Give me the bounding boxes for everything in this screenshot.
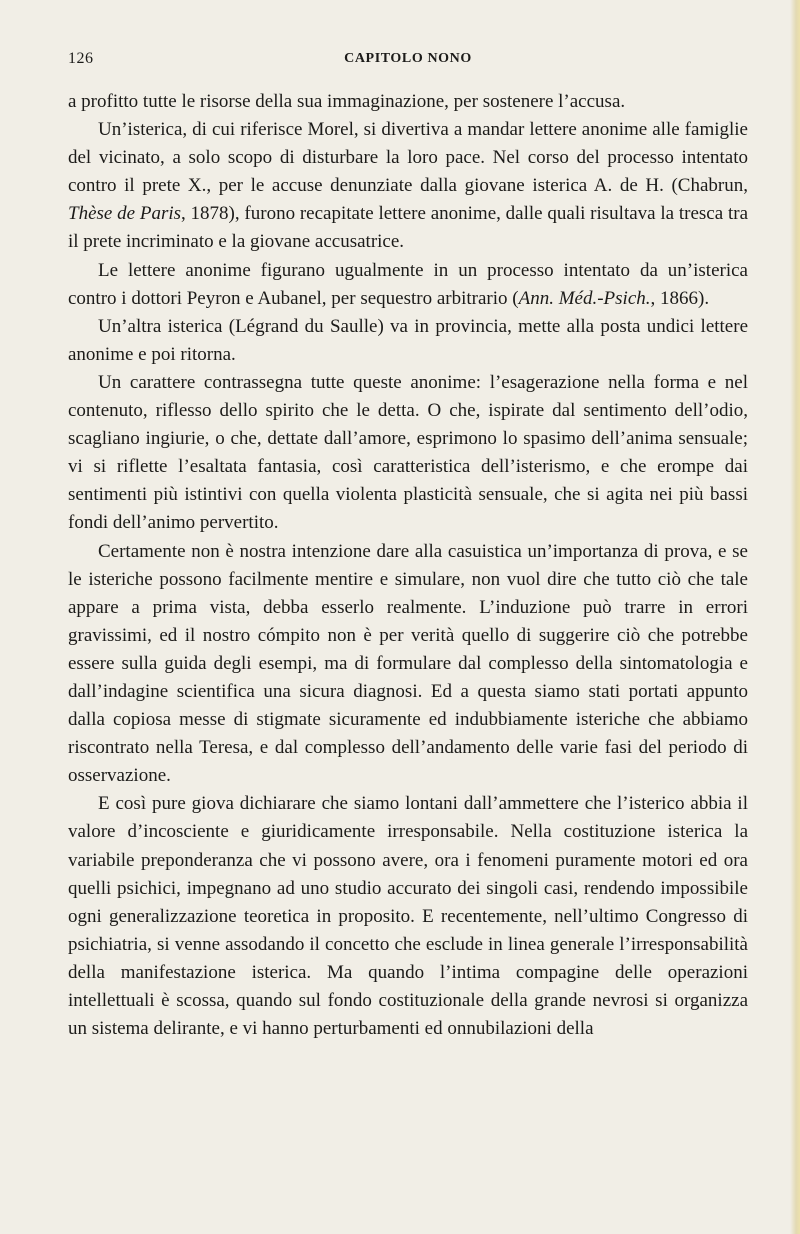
page-edge-shadow [790,0,800,1234]
paragraph: Un carattere contrassegna tutte queste anonime: l’esagerazione nella forma e nel contenuto, riflesso dello spirito che le detta. O che, ispirate dal sentimento dell’odio, scagliano ingiurie, o che, dettate dall’amore, esprimono lo spasimo dell’anima sensuale; vi si riflette l’esaltata fantasia, così caratteristica dell’isterismo, e che erompe dai sentimenti più istintivi con quella violenta plasticità sensuale, che si agita nei più bassi fondi dell’animo pervertito. [68,371,748,534]
paragraph: Certamente non è nostra intenzione dare alla casuistica un’importanza di prova, e se le isteriche possono facilmente mentire e simulare, non vuol dire che tutto ciò che tale appare a prima vista, debba esserlo realmente. L’induzione può trarre in errori gravissimi, ed il nostro cómpito non è per verità quello di suggerire ciò che potrebbe essere sulla guida degli esempi, ma di formulare dal complesso della sintomatologia e dall’indagine scientifica una sicura diagnosi. Ed a questa siamo stati portati appunto dalla copiosa messe di stigmate sicuramente ed indubbiamente isteriche che abbiamo riscontrato nella Teresa, e dal complesso dell’andamento delle varie fasi del periodo di osservazione. [68,540,748,787]
paragraph: Le lettere anonime figurano ugualmente in un processo intentato da un’isterica contro i dottori Peyron e Aubanel, per sequestro arbitrario (Ann. Méd.-Psich., 1866). [68,259,748,309]
paragraph: Un’altra isterica (Légrand du Saulle) va in provincia, mette alla posta undici lettere anonime e poi ritorna. [68,315,748,365]
paragraph: E così pure giova dichiarare che siamo lontani dall’ammettere che l’isterico abbia il valore d’incosciente e giuridicamente irresponsabile. Nella costituzione isterica la variabile preponderanza che vi possono avere, ora i fenomeni puramente motori ed ora quelli psichici, impegnano ad uno studio accurato dei singoli casi, rendendo impossibile ogni generalizzazione teoretica in proposito. E recentemente, nell’ultimo Congresso di psichiatria, si venne assodando il concetto che esclude in linea generale l’irresponsabilità della manifestazione isterica. Ma quando l’intima compagine delle operazioni intellettuali è scossa, quando sul fondo costituzionale della grande nevrosi si organizza un sistema delirante, e vi hanno perturbamenti ed onnubilazioni della [68,793,748,1040]
running-header [68,50,748,76]
paragraph: Un’isterica, di cui riferisce Morel, si divertiva a mandar lettere anonime alle famiglie del vicinato, a solo scopo di disturbare la loro pace. Nel corso del processo intentato contro il prete X., per le accuse denunziate dalla giovane isterica A. de H. (Chabrun, Thèse de Paris, 1878), furono recapitate lettere anonime, dalle quali risultava la tresca tra il prete incriminato e la giovane accusatrice. [68,119,748,253]
paragraph: a profitto tutte le risorse della sua immaginazione, per sostenere l’accusa. [68,91,626,112]
body-text [68,88,748,1043]
chapter-title: CAPITOLO NONO [344,51,472,66]
book-page [68,50,748,1043]
page-number: 126 [68,50,94,67]
